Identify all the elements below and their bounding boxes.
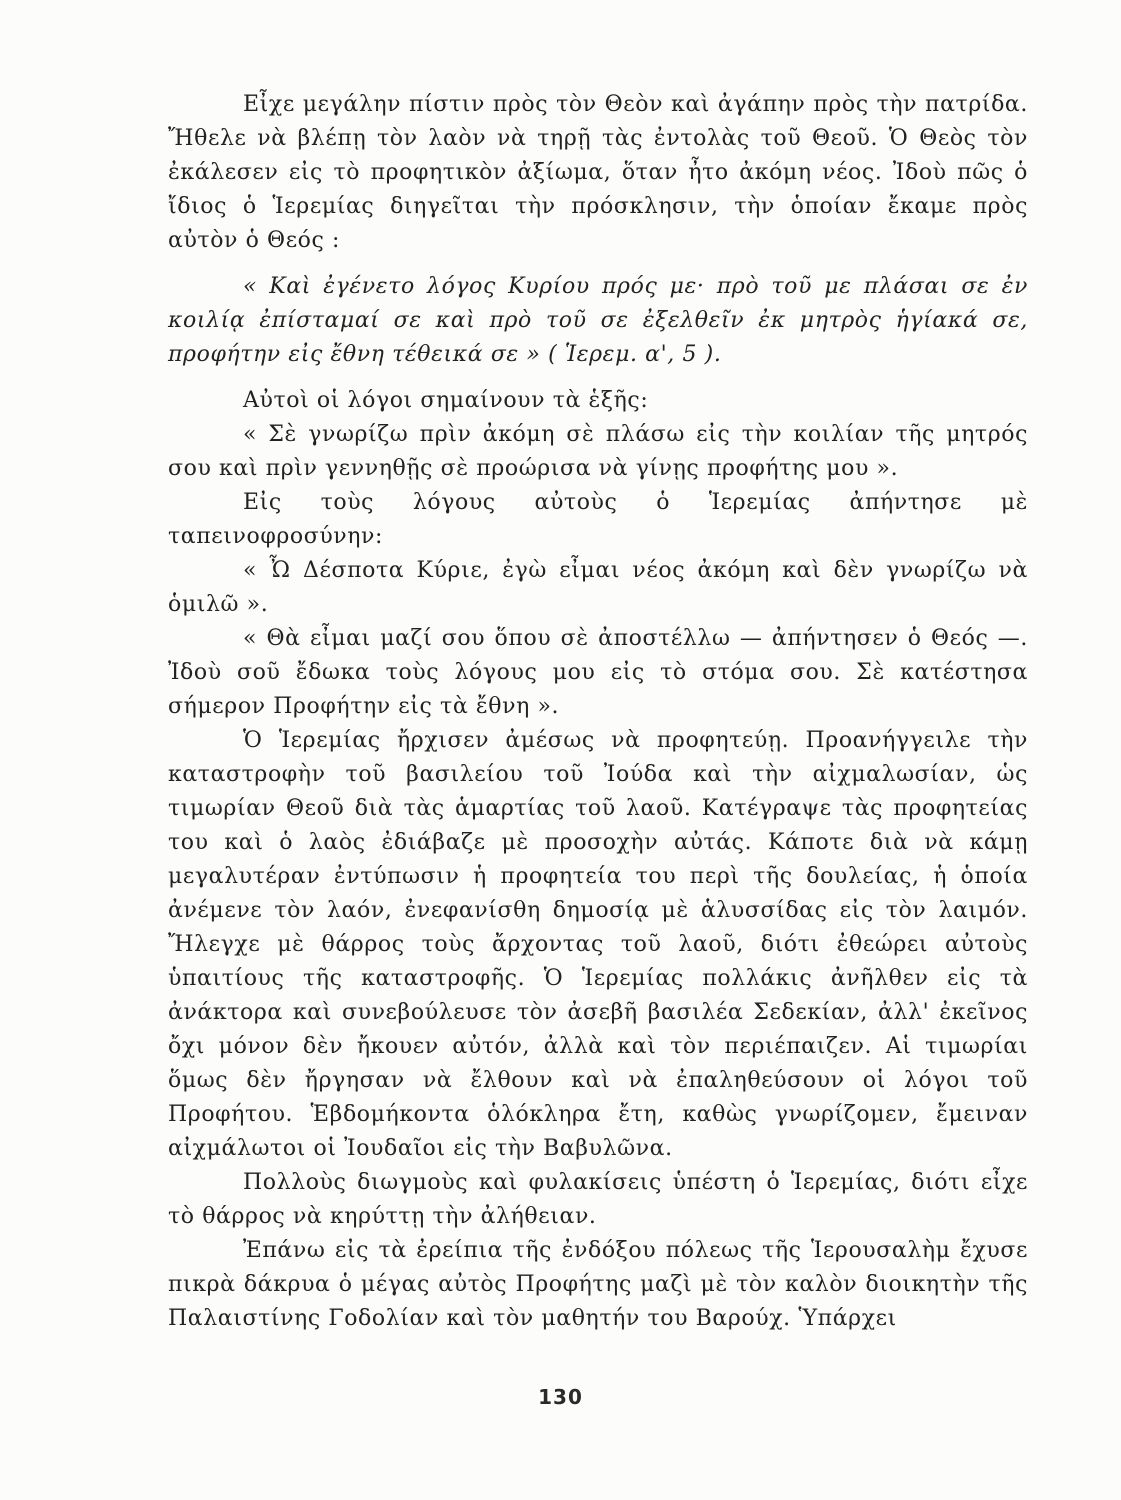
paragraph-meaning-intro: Αὐτοὶ οἱ λόγοι σημαίνουν τὰ ἑξῆς: <box>243 388 649 413</box>
paragraph-jeremiah-reply: « Ὦ Δέσποτα Κύριε, ἐγὼ εἶμαι νέος ἀκόμη καὶ δὲν γνωρίζω νὰ ὁμιλῶ ». <box>168 558 1028 617</box>
page-number: 130 <box>538 1385 583 1409</box>
paragraph-prophecy: Ὁ Ἱερεμίας ἤρχισεν ἀμέσως νὰ προφητεύῃ. Προανήγγειλε τὴν καταστροφὴν τοῦ βασιλείου τοῦ Ἰούδα καὶ τὴν αἰχμαλωσίαν, ὡς τιμωρίαν Θεοῦ διὰ τὰς ἁμαρτίας τοῦ λαοῦ. Κατέγραψε τὰς προφητείας του καὶ ὁ λαὸς ἐδιάβαζε μὲ προσοχὴν αὐτάς. Κάποτε διὰ νὰ κάμῃ μεγαλυτέραν ἐντύπωσιν ἡ προφητεία του περὶ τῆς δουλείας, ἡ ὁποία ἀνέμενε τὸν λαόν, ἐνεφανίσθη δημοσίᾳ μὲ ἁλυσσίδας εἰς τὸν λαιμόν. Ἤλεγχε μὲ θάρρος τοὺς ἄρχοντας τοῦ λαοῦ, διότι ἐθεώρει αὐτοὺς ὑπαιτίους τῆς καταστροφῆς. Ὁ Ἱερεμίας πολλάκις ἀνῆλθεν εἰς τὰ ἀνάκτορα καὶ συνεβούλευσε τὸν ἀσεβῆ βασιλέα Σεδεκίαν, ἀλλ' ἐκεῖνος ὄχι μόνον δὲν ἤκουεν αὐτόν, ἀλλὰ καὶ τὸν περιέπαιζεν. Αἱ τιμωρίαι ὅμως δὲν ἤργησαν νὰ ἔλθουν καὶ νὰ ἐπαληθεύσουν οἱ λόγοι τοῦ Προφήτου. Ἑβδομήκοντα ὁλόκληρα ἔτη, καθὼς γνωρίζομεν, ἔμειναν αἰχμάλωτοι οἱ Ἰουδαῖοι εἰς τὴν Βαβυλῶνα. <box>168 728 1028 1161</box>
paragraph-scripture-quote: « Καὶ ἐγένετο λόγος Κυρίου πρός με· πρὸ τοῦ με πλάσαι σε ἐν κοιλίᾳ ἐπίσταμαί σε καὶ πρὸ τοῦ σε ἐξελθεῖν ἐκ μητρὸς ἡγίακά σε, προφήτην εἰς ἔθνη τέθεικά σε » ( Ἱερεμ. α', 5 ). <box>168 274 1028 367</box>
paragraph-paraphrase: « Σὲ γνωρίζω πρὶν ἀκόμη σὲ πλάσω εἰς τὴν κοιλίαν τῆς μητρός σου καὶ πρὶν γεννηθῇς σὲ προώρισα νὰ γίνῃς προφήτης μου ». <box>168 422 1028 481</box>
paragraph-god-answer: « Θὰ εἶμαι μαζί σου ὅπου σὲ ἀποστέλλω — ἀπήντησεν ὁ Θεός —. Ἰδοὺ σοῦ ἔδωκα τοὺς λόγους μου εἰς τὸ στόμα σου. Σὲ κατέστησα σήμερον Προφήτην εἰς τὰ ἔθνη ». <box>168 626 1028 719</box>
paragraph-lament: Ἐπάνω εἰς τὰ ἐρείπια τῆς ἐνδόξου πόλεως τῆς Ἱερουσαλὴμ ἔχυσε πικρὰ δάκρυα ὁ μέγας αὐτὸς Προφήτης μαζὶ μὲ τὸν καλὸν διοικητὴν τῆς Παλαιστίνης Γοδολίαν καὶ τὸν μαθητήν του Βαρούχ. Ὑπάρχει <box>168 1238 1028 1331</box>
body-text <box>168 88 1028 1336</box>
paragraph-intro: Εἶχε μεγάλην πίστιν πρὸς τὸν Θεὸν καὶ ἀγάπην πρὸς τὴν πατρίδα. Ἤθελε νὰ βλέπῃ τὸν λαὸν νὰ τηρῇ τὰς ἐντολὰς τοῦ Θεοῦ. Ὁ Θεὸς τὸν ἐκάλεσεν εἰς τὸ προφητικὸν ἀξίωμα, ὅταν ἦτο ἀκόμη νέος. Ἰδοὺ πῶς ὁ ἴδιος ὁ Ἱερεμίας διηγεῖται τὴν πρόσκλησιν, τὴν ὁποίαν ἔκαμε πρὸς αὐτὸν ὁ Θεός : <box>168 92 1028 253</box>
paragraph-jeremiah-reply-intro: Εἰς τοὺς λόγους αὐτοὺς ὁ Ἱερεμίας ἀπήντησε μὲ ταπεινοφροσύνην: <box>168 490 1028 549</box>
paragraph-persecution: Πολλοὺς διωγμοὺς καὶ φυλακίσεις ὑπέστη ὁ Ἱερεμίας, διότι εἶχε τὸ θάρρος νὰ κηρύττῃ τὴν ἀλήθειαν. <box>168 1170 1028 1229</box>
